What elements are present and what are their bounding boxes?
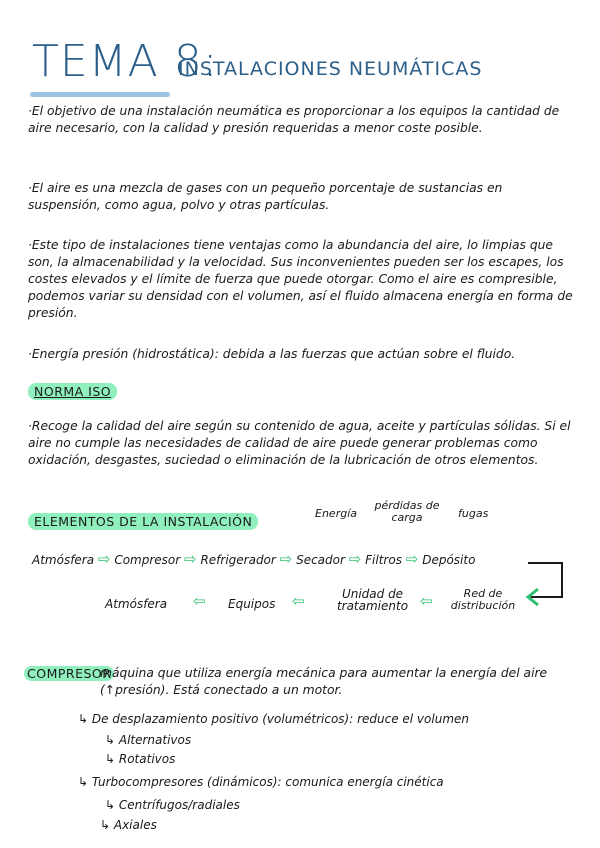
tree-centrifugos: ↳ Centrífugos/radiales xyxy=(105,798,240,812)
note-energia: Energía xyxy=(315,507,357,520)
flow-atmosfera: Atmósfera xyxy=(32,553,95,567)
flow-refrigerador: Refrigerador xyxy=(200,553,276,567)
arrow-left-icon: ⇦ xyxy=(420,592,433,610)
compresor-definition: máquina que utiliza energía mecánica para aumentar la energía del aire (↑presión). Está conectado a un motor. xyxy=(100,666,548,697)
arrow-left-icon: ⇦ xyxy=(193,592,206,610)
note-perdidas: pérdidas de carga xyxy=(374,499,440,524)
return-arrow-icon xyxy=(520,555,570,615)
title-underline xyxy=(30,92,170,97)
arrow-right-icon: ⇨ xyxy=(184,550,197,568)
flow-row-1 xyxy=(32,550,475,568)
tree-rotativos: ↳ Rotativos xyxy=(105,752,176,766)
arrow-left-icon: ⇦ xyxy=(292,592,305,610)
flow-compresor: Compresor xyxy=(114,553,181,567)
compresor-term: COMPRESOR xyxy=(24,666,114,681)
paragraph-energia: ·Energía presión (hidrostática): debida a las fuerzas que actúan sobre el fluido. xyxy=(28,347,516,361)
flow-unidad-tratamiento: Unidad de tratamiento xyxy=(336,587,409,613)
paragraph-aire: ·El aire es una mezcla de gases con un pequeño porcentaje de sustancias en suspensión, como agua, polvo y otras partículas. xyxy=(28,181,503,212)
norma-heading: NORMA ISO xyxy=(28,384,117,399)
flow-secador: Secador xyxy=(296,553,345,567)
title-subject: INSTALACIONES NEUMÁTICAS xyxy=(178,58,483,80)
arrow-right-icon: ⇨ xyxy=(279,550,293,568)
arrow-right-icon: ⇨ xyxy=(348,550,362,568)
title-number: TEMA 8: xyxy=(32,36,219,87)
flow-filtros: Filtros xyxy=(365,553,402,567)
tree-desplazamiento: ↳ De desplazamiento positivo (volumétricos): reduce el volumen xyxy=(78,712,469,726)
tree-alternativos: ↳ Alternativos xyxy=(105,733,192,747)
flow-atmosfera-end: Atmósfera xyxy=(105,597,168,611)
norma-text: ·Recoge la calidad del aire según su contenido de agua, aceite y partículas sólidas. Si el aire no cumple las necesidades de calidad de aire puede generar problemas como oxidación, desgastes, suciedad o eliminación de la lubricación de otros elementos. xyxy=(28,419,571,467)
paragraph-objetivo: ·El objetivo de una instalación neumática es proporcionar a los equipos la cantidad de aire necesario, con la calidad y presión requeridas a menor coste posible. xyxy=(28,104,560,135)
flow-deposito: Depósito xyxy=(422,553,476,567)
elementos-heading: ELEMENTOS DE LA INSTALACIÓN xyxy=(28,514,258,529)
tree-axiales: ↳ Axiales xyxy=(100,818,157,832)
arrow-right-icon: ⇨ xyxy=(405,550,419,568)
flow-equipos: Equipos xyxy=(228,597,276,611)
arrow-right-icon: ⇨ xyxy=(97,550,111,568)
tree-turbocompresores: ↳ Turbocompresores (dinámicos): comunica energía cinética xyxy=(78,775,444,789)
paragraph-ventajas: ·Este tipo de instalaciones tiene ventajas como la abundancia del aire, lo limpias que son, la almacenabilidad y la velocidad. Sus inconvenientes pueden ser los escapes, los costes elevados y el límite de fuerza que puede otorgar. Como el aire es compresible, podemos variar su densidad con el volumen, así el fluido almacena energía en forma de presión. xyxy=(28,238,573,320)
note-fugas: fugas xyxy=(458,507,489,520)
flow-red-distribucion: Red de distribución xyxy=(450,587,516,612)
